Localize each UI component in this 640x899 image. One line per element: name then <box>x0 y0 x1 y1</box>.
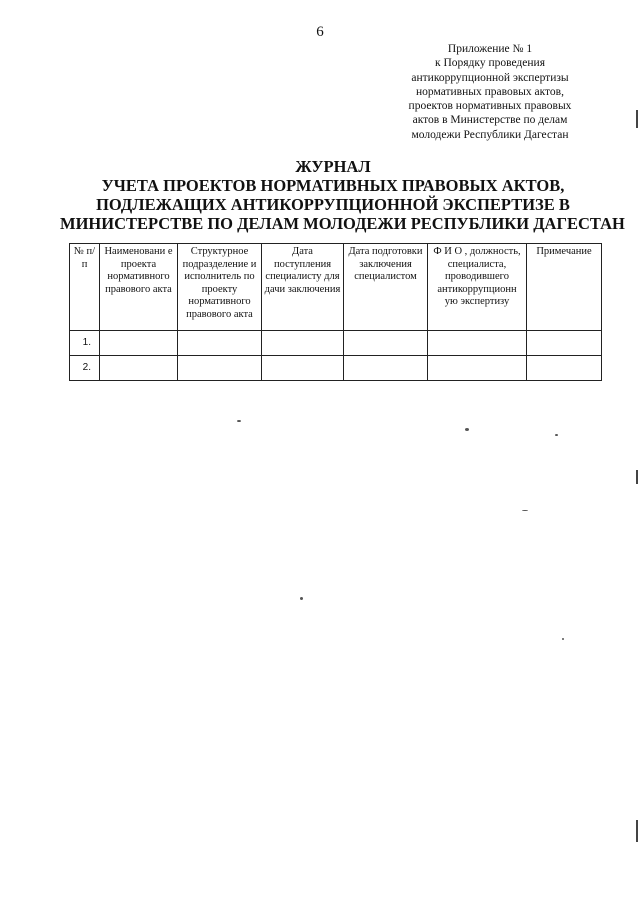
title-line: МИНИСТЕРСТВЕ ПО ДЕЛАМ МОЛОДЕЖИ РЕСПУБЛИКИ ДАГЕСТАН <box>60 214 625 233</box>
table-cell <box>178 356 262 381</box>
scan-edge-mark <box>636 820 638 842</box>
appendix-line: нормативных правовых актов, <box>416 85 564 98</box>
table-row <box>70 331 602 356</box>
scan-speck <box>465 428 469 431</box>
table-cell <box>428 356 527 381</box>
appendix-line: молодежи Республики Дагестан <box>411 128 569 141</box>
table-cell <box>100 356 178 381</box>
document-title <box>60 157 625 233</box>
table-cell <box>527 356 602 381</box>
table-cell <box>344 331 428 356</box>
row-number-cell: 1. <box>70 331 100 356</box>
scan-speck <box>562 638 564 640</box>
column-header: Структурное подразделение и исполнитель по проекту нормативного правового акта <box>178 244 262 331</box>
scan-edge-mark <box>636 110 638 128</box>
appendix-line: антикоррупционной экспертизы <box>411 71 569 84</box>
table-header-row <box>70 244 602 331</box>
row-number-cell: 2. <box>70 356 100 381</box>
appendix-line: актов в Министерстве по делам <box>412 114 568 127</box>
appendix-line: проектов нормативных правовых <box>408 100 572 113</box>
appendix-line: Приложение № 1 <box>447 43 533 55</box>
appendix-note <box>390 42 590 142</box>
column-header: Ф И О , должность, специалиста, проводившего антикоррупционн ую экспертизу <box>428 244 527 331</box>
table-cell <box>262 356 344 381</box>
column-header: Дата подготовки заключения специалистом <box>344 244 428 331</box>
table-cell <box>262 331 344 356</box>
scan-speck <box>522 510 528 511</box>
title-line: ЖУРНАЛ <box>295 157 371 176</box>
column-header: Дата поступления специалисту для дачи заключения <box>262 244 344 331</box>
title-line: ПОДЛЕЖАЩИХ АНТИКОРРУПЦИОННОЙ ЭКСПЕРТИЗЕ В <box>96 195 570 214</box>
scan-edge-mark <box>636 470 638 484</box>
scan-speck <box>237 420 241 422</box>
table-cell <box>344 356 428 381</box>
table-row <box>70 356 602 381</box>
journal-table <box>69 243 602 381</box>
page-number: 6 <box>316 24 324 40</box>
title-line: УЧЕТА ПРОЕКТОВ НОРМАТИВНЫХ ПРАВОВЫХ АКТОВ, <box>101 176 565 195</box>
appendix-line: к Порядку проведения <box>435 57 545 70</box>
column-header: № п/п <box>70 244 100 331</box>
table-cell <box>527 331 602 356</box>
column-header: Наименовани е проекта нормативного правового акта <box>100 244 178 331</box>
scan-speck <box>555 434 558 436</box>
table-cell <box>428 331 527 356</box>
table-cell <box>100 331 178 356</box>
table-cell <box>178 331 262 356</box>
scan-speck <box>300 597 303 600</box>
column-header: Примечание <box>527 244 602 331</box>
